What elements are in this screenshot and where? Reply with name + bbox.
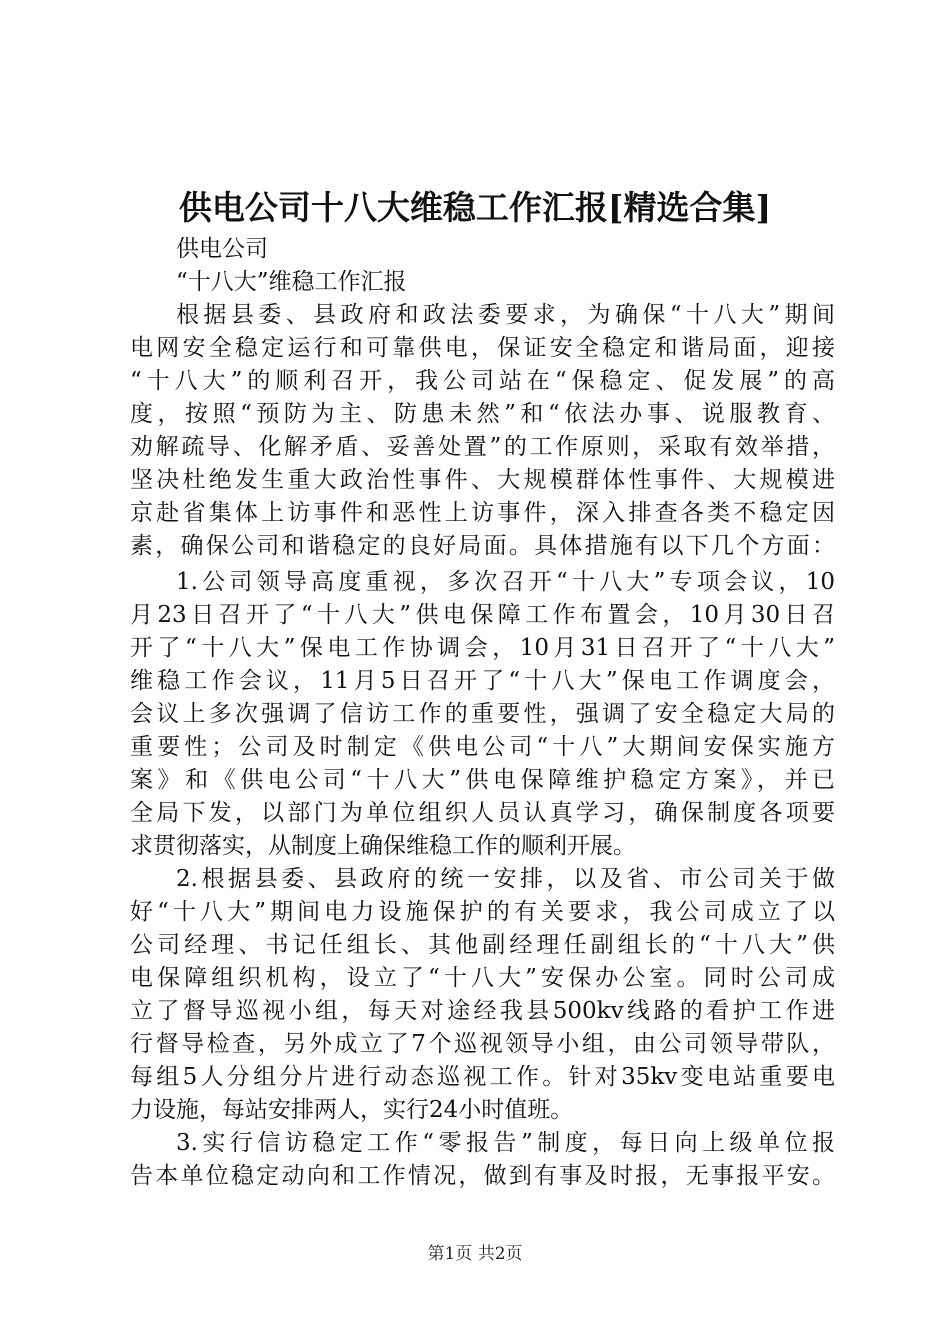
item2-line: 立了督导巡视小组，每天对途经我县500kv线路的看护工作进 [130,998,835,1024]
item3-line: 3.实行信访稳定工作“零报告”制度，每日向上级单位报 [176,1130,835,1156]
item1-line: 维稳工作会议，11月5日召开了“十八大”保电工作调度会， [130,668,835,694]
intro-line: 度，按照“预防为主、防患未然”和“依法办事、说服教育、 [130,401,835,427]
item2-line: 行督导检查，另外成立了7个巡视领导小组，由公司领导带队， [130,1031,835,1057]
item2-line: 公司经理、书记任组长、其他副经理任副组长的“十八大”供 [130,932,835,958]
intro-line: 根据县委、县政府和政法委要求，为确保“十八大”期间 [176,302,835,328]
intro-line: “十八大”的顺利召开，我公司站在“保稳定、促发展”的高 [130,368,835,394]
item1-line: 会议上多次强调了信访工作的重要性，强调了安全稳定大局的 [130,701,835,727]
page-footer: 第1页 共2页 [427,1244,523,1264]
item2-line: 好“十八大”期间电力设施保护的有关要求，我公司成立了以 [130,899,835,925]
intro-line: 劝解疏导、化解矛盾、妥善处置”的工作原则，采取有效举措， [130,434,835,460]
item1-line: 求贯彻落实，从制度上确保维稳工作的顺利开展。 [130,833,636,859]
intro-line: 京赴省集体上访事件和恶性上访事件，深入排查各类不稳定因 [130,500,835,526]
measures-section [130,566,835,1193]
item1-line: 案》和《供电公司“十八大”供电保障维护稳定方案》，并已 [130,767,835,793]
header-line-company: 供电公司 [176,236,268,262]
document-title: 供电公司十八大维稳工作汇报[精选合集] [178,188,772,227]
header-line-report: “十八大”维稳工作汇报 [176,269,407,295]
intro-line: 素，确保公司和谐稳定的良好局面。具体措施有以下几个方面： [130,533,835,559]
item1-line: 开了“十八大”保电工作协调会，10月31日召开了“十八大” [130,635,835,661]
item1-line: 重要性；公司及时制定《供电公司“十八”大期间安保实施方 [130,734,835,760]
intro-line: 电网安全稳定运行和可靠供电，保证安全稳定和谐局面，迎接 [130,335,835,361]
item2-line: 每组5人分组分片进行动态巡视工作。针对35kv变电站重要电 [130,1064,835,1090]
item1-line: 月23日召开了“十八大”供电保障工作布置会，10月30日召 [130,602,835,628]
item2-line: 电保障组织机构，设立了“十八大”安保办公室。同时公司成 [130,965,835,991]
item2-line: 2.根据县委、县政府的统一安排，以及省、市公司关于做 [176,866,835,892]
intro-section [130,233,835,563]
item2-line: 力设施，每站安排两人，实行24小时值班。 [130,1097,574,1123]
item3-line: 告本单位稳定动向和工作情况，做到有事及时报，无事报平安。 [130,1163,835,1189]
item1-line: 1.公司领导高度重视，多次召开“十八大”专项会议，10 [176,569,835,595]
intro-line: 坚决杜绝发生重大政治性事件、大规模群体性事件、大规模进 [130,467,835,493]
item1-line: 全局下发，以部门为单位组织人员认真学习，确保制度各项要 [130,800,835,826]
